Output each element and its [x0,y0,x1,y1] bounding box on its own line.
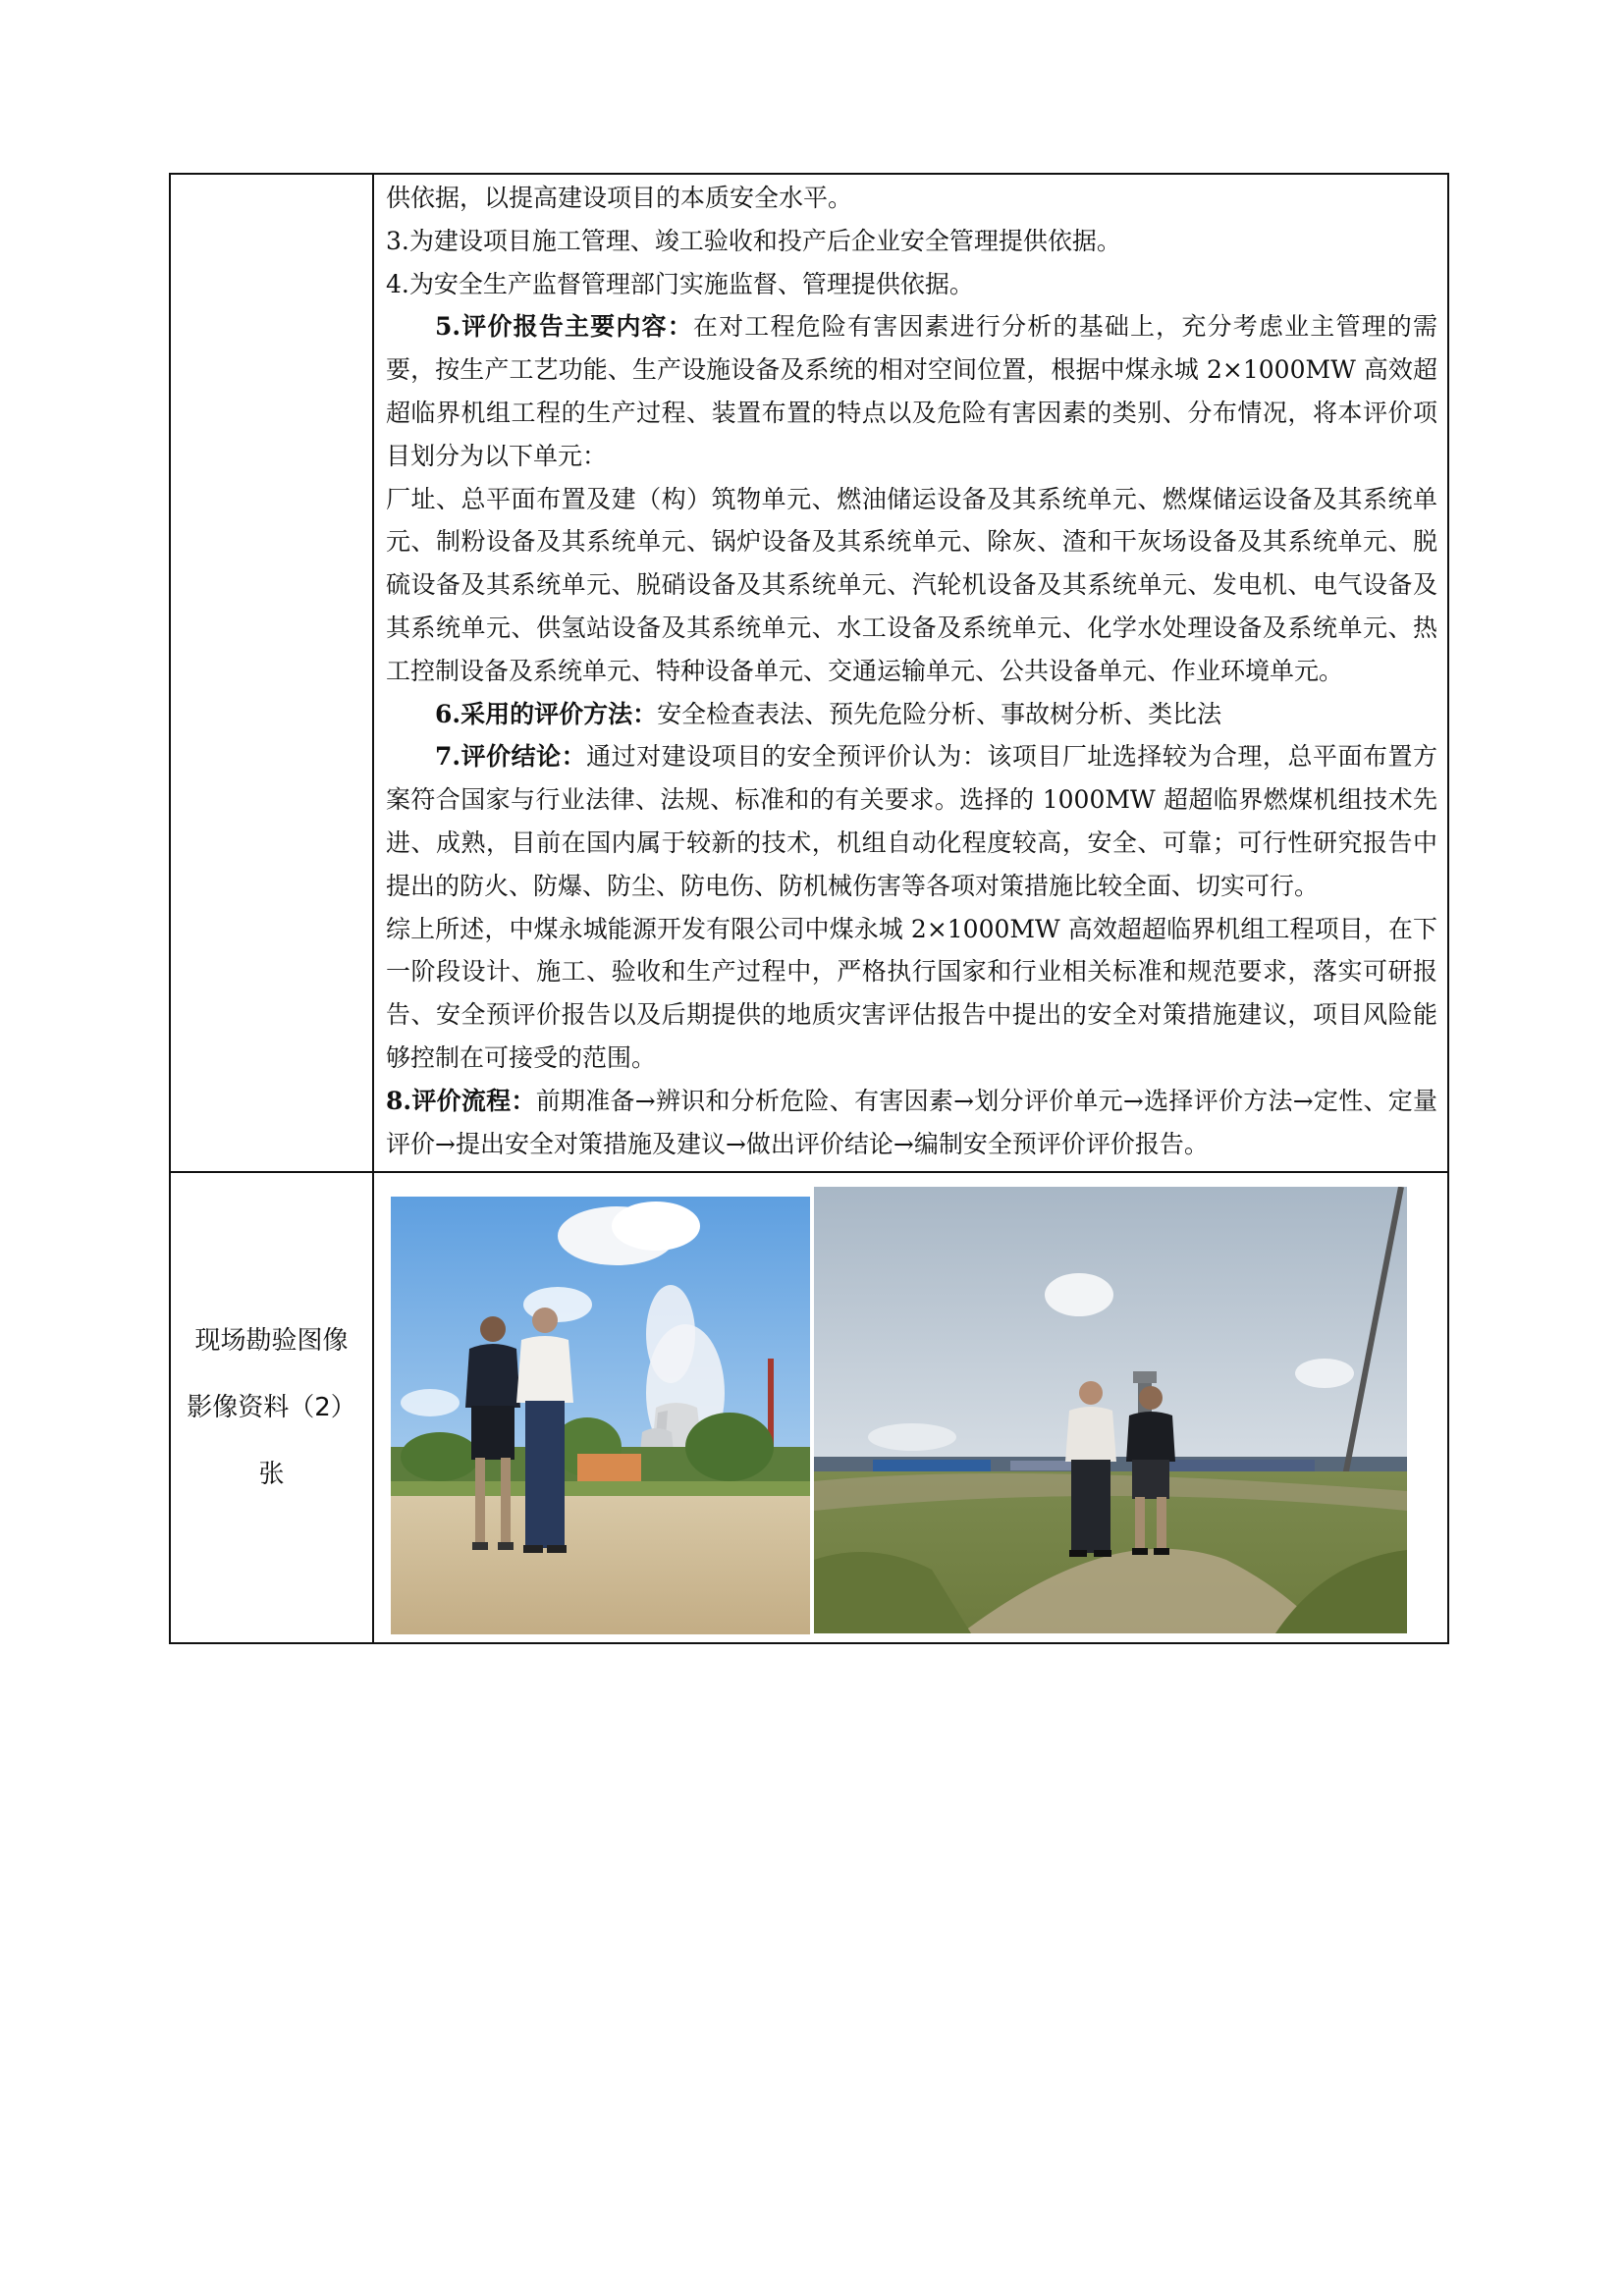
continued-line: 供依据，以提高建设项目的本质安全水平。 [386,184,853,212]
section-6 [386,693,1437,736]
section-8-label: 8.评价流程： [386,1086,536,1115]
section-6-text: 安全检查表法、预先危险分析、事故树分析、类比法 [657,699,1222,728]
photo-label [171,1173,372,1642]
section-5 [386,305,1437,477]
item-3: 3.为建设项目施工管理、竣工验收和投产后企业安全管理提供依据。 [386,226,1121,255]
summary: 综上所述，中煤永城能源开发有限公司中煤永城 2×1000MW 高效超超临界机组工程项目，在下一阶段设计、施工、验收和生产过程中，严格执行国家和行业相关标准和规范要求，落实可研报告、安全预评价报告以及后期提供的地质灾害评估报告中提出的安全对策措施建议，项目风险能够控制在可接受的范围。 [386,914,1437,1072]
empty-label-cell [170,174,373,1172]
item-4: 4.为安全生产监督管理部门实施监督、管理提供依据。 [386,269,974,298]
photo-label-line-3: 张 [258,1460,285,1490]
photos-cell [373,1172,1448,1643]
section-6-label: 6.采用的评价方法： [435,699,658,728]
info-table [169,173,1449,1644]
photo-label-cell [170,1172,373,1643]
site-photo-1-image [391,1197,810,1634]
site-photo-2-image [814,1187,1407,1633]
photo-label-line-2: 影像资料（2） [187,1393,356,1423]
section-7-text: 通过对建设项目的安全预评价认为：该项目厂址选择较为合理，总平面布置方案符合国家与行业法律、法规、标准和的有关要求。选择的 1000MW 超超临界燃煤机组技术先进、成熟，目前在国内属于较新的技术，机组自动化程度较高，安全、可靠；可行性研究报告中提出的防火、防爆、防尘、防电伤、防机械伤害等各项对策措施比较全面、切实可行。 [386,742,1437,900]
photo-label-line-1: 现场勘验图像 [194,1326,349,1357]
section-8 [386,1080,1437,1166]
table-row-text [170,174,1448,1172]
units-list: 厂址、总平面布置及建（构）筑物单元、燃油储运设备及其系统单元、燃煤储运设备及其系统单元、制粉设备及其系统单元、锅炉设备及其系统单元、除灰、渣和干灰场设备及其系统单元、脱硫设备及其系统单元、脱硝设备及其系统单元、汽轮机设备及其系统单元、发电机、电气设备及其系统单元、供氢站设备及其系统单元、水工设备及系统单元、化学水处理设备及系统单元、热工控制设备及系统单元、特种设备单元、交通运输单元、公共设备单元、作业环境单元。 [386,484,1437,685]
text-block [374,175,1447,1171]
table-row-photos [170,1172,1448,1643]
section-7 [386,735,1437,907]
content-cell [373,174,1448,1172]
photo-row [374,1173,1447,1642]
site-photo-2 [814,1187,1407,1633]
section-5-text: 在对工程危险有害因素进行分析的基础上，充分考虑业主管理的需要，按生产工艺功能、生产设施设备及系统的相对空间位置，根据中煤永城 2×1000MW 高效超超临界机组工程的生产过程、装置布置的特点以及危险有害因素的类别、分布情况，将本评价项目划分为以下单元： [386,312,1437,470]
section-8-text: 前期准备→辨识和分析危险、有害因素→划分评价单元→选择评价方法→定性、定量评价→提出安全对策措施及建议→做出评价结论→编制安全预评价评价报告。 [386,1086,1437,1158]
site-photo-1 [391,1197,810,1634]
section-7-label: 7.评价结论： [435,742,587,772]
section-5-label: 5.评价报告主要内容： [435,312,693,342]
